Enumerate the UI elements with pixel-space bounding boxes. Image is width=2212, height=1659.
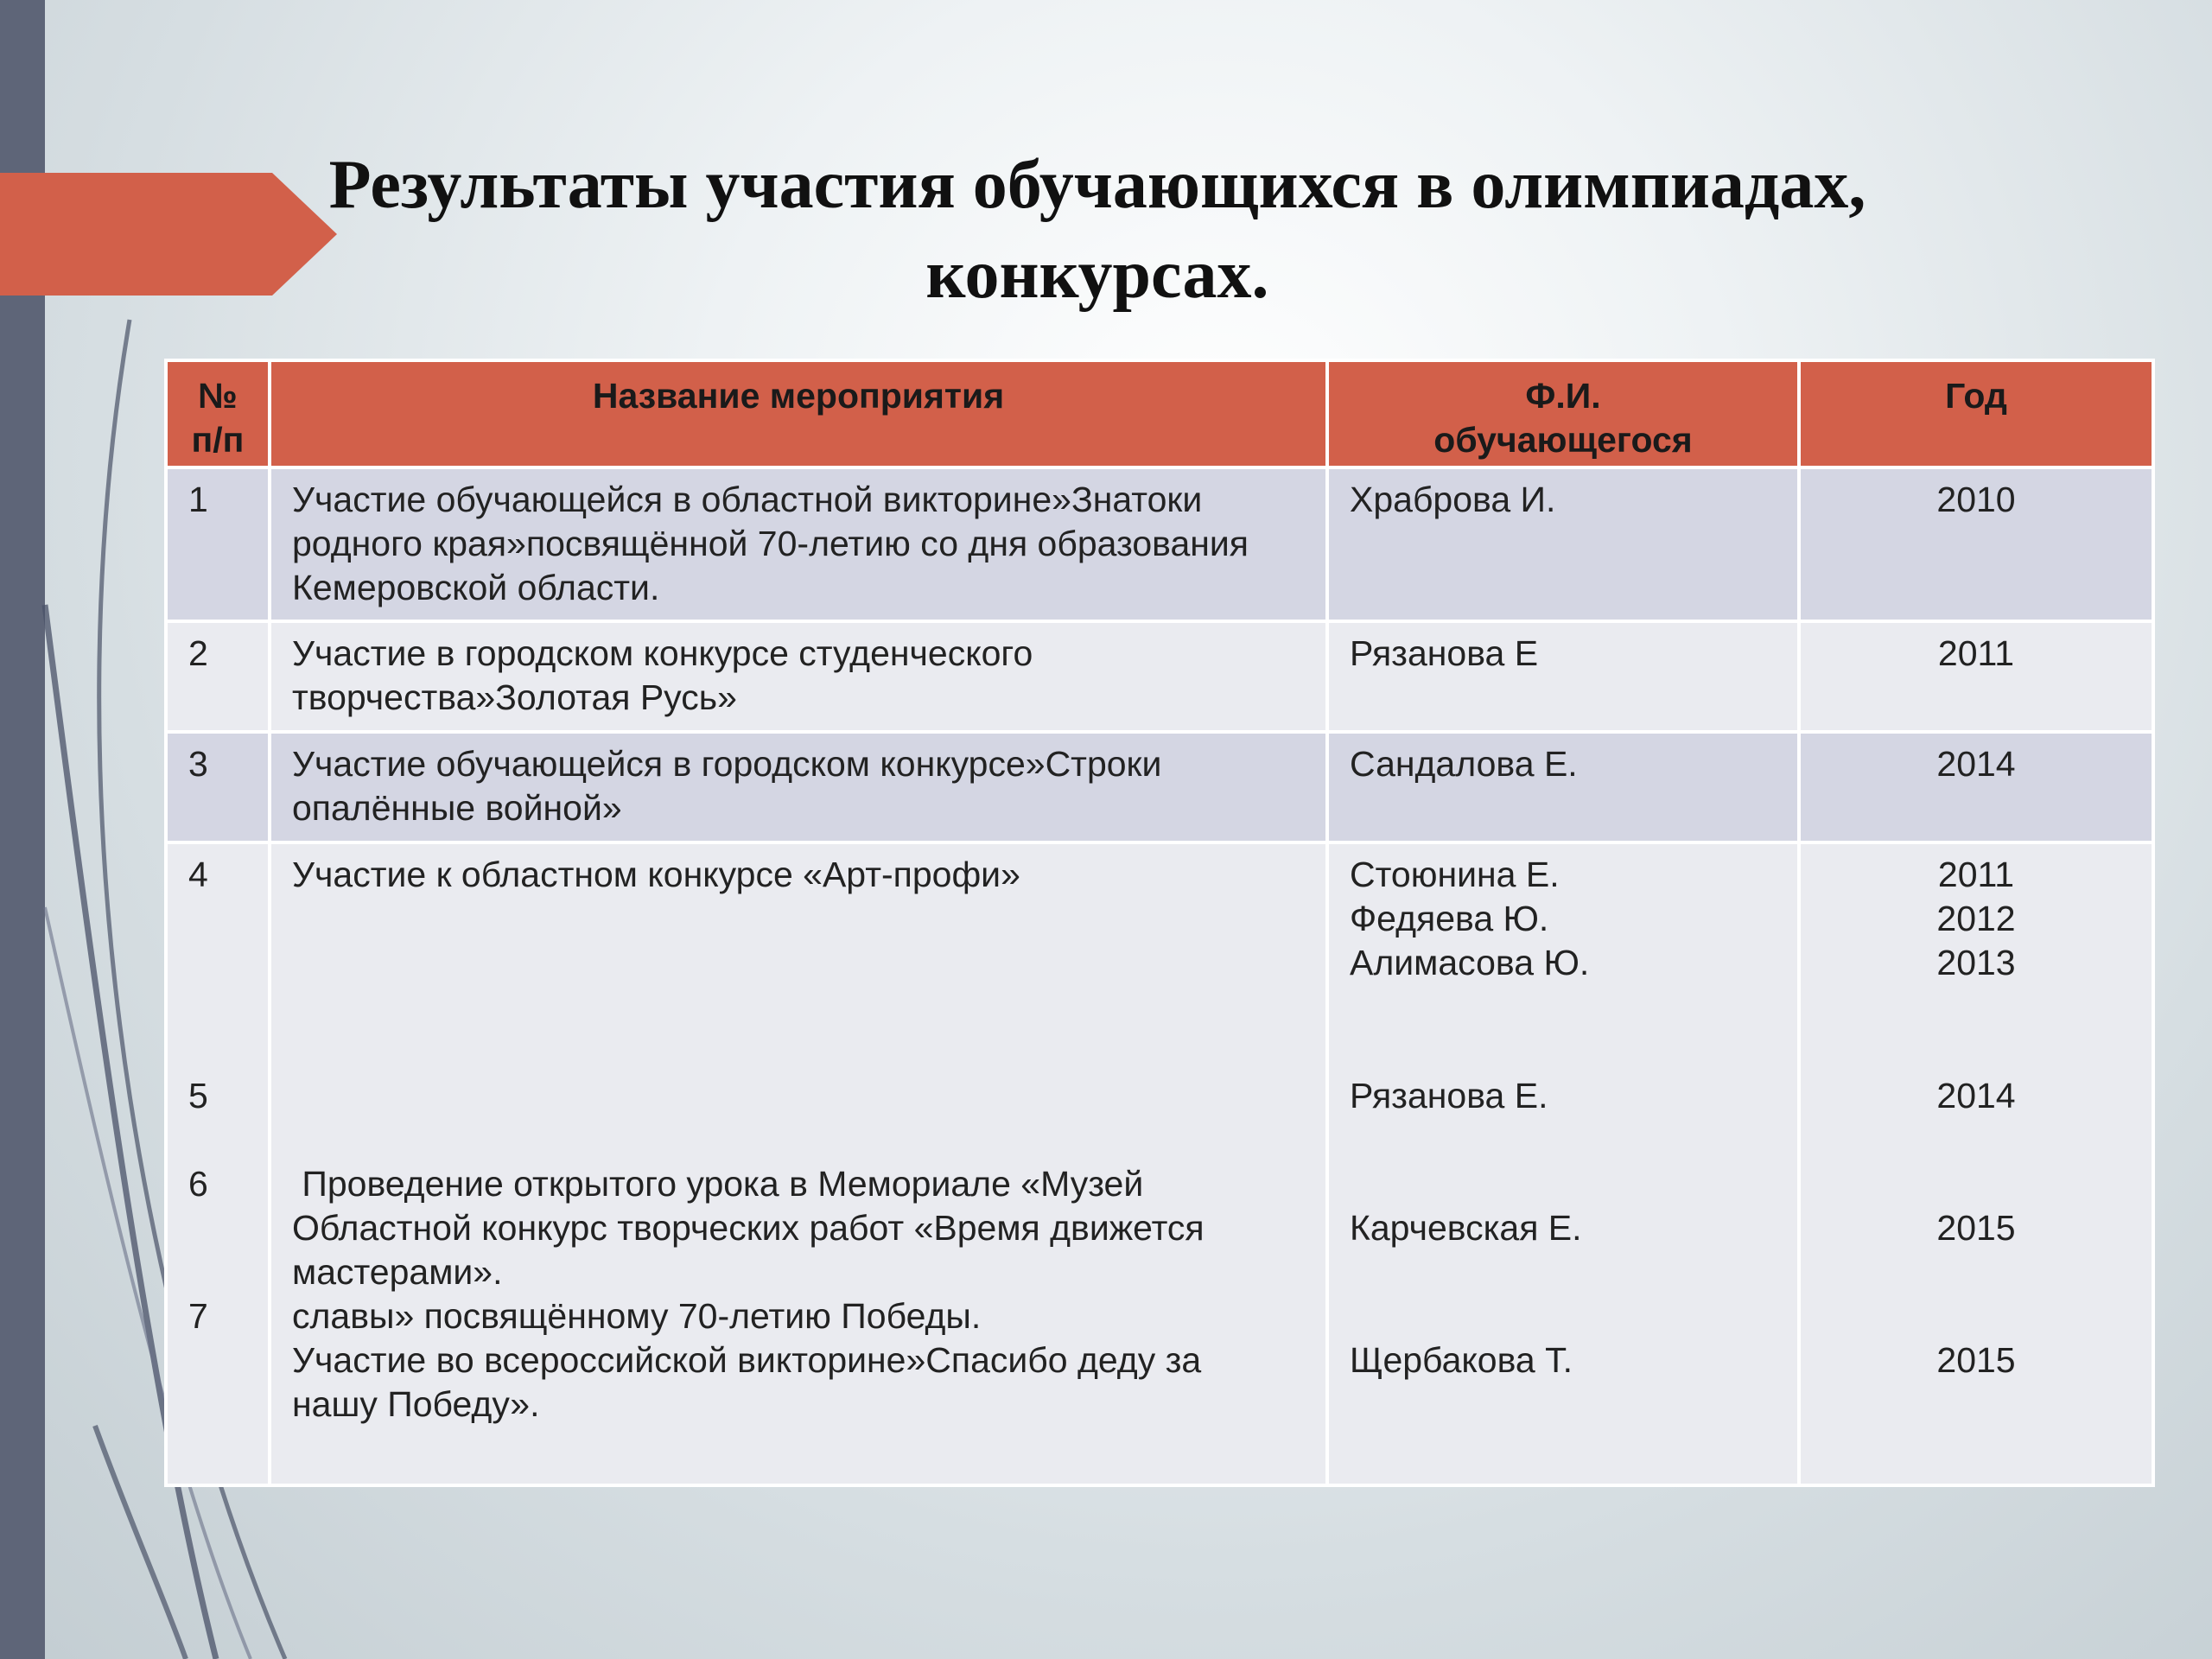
year-value: 2014 bbox=[1936, 1076, 2016, 1116]
row-number: 6 bbox=[188, 1164, 208, 1204]
event-line: Участие обучающейся в областной викторине»Знатоки bbox=[292, 480, 1203, 519]
header-event: Название мероприятия bbox=[270, 360, 1327, 467]
event-line: славы» посвящённому 70-летию Победы. bbox=[292, 1296, 982, 1336]
event-line: творчества»Золотая Русь» bbox=[292, 677, 737, 717]
results-table bbox=[164, 359, 2155, 1487]
table-header-row bbox=[166, 360, 2153, 467]
row-number: 1 bbox=[166, 467, 270, 621]
row-student: Храброва И. bbox=[1327, 467, 1799, 621]
slide-title bbox=[251, 140, 1944, 320]
year-value: 2013 bbox=[1936, 943, 2016, 982]
row-student: Сандалова Е. bbox=[1327, 732, 1799, 842]
header-number bbox=[166, 360, 270, 467]
event-line: Участие к областном конкурсе «Арт-профи» bbox=[292, 855, 1020, 894]
header-number-line-1: № bbox=[198, 376, 238, 416]
row-student: Рязанова Е bbox=[1327, 621, 1799, 732]
table-row bbox=[166, 732, 2153, 842]
row-number: 7 bbox=[188, 1296, 208, 1336]
table-row bbox=[166, 621, 2153, 732]
header-number-line-2: п/п bbox=[191, 420, 245, 460]
table-row bbox=[166, 467, 2153, 621]
row-event bbox=[270, 732, 1327, 842]
event-block bbox=[292, 1206, 1205, 1294]
student-name: Рязанова Е. bbox=[1350, 1076, 1548, 1116]
year-value: 2011 bbox=[1937, 855, 2015, 894]
row-number: 5 bbox=[188, 1076, 208, 1116]
year-value: 2015 bbox=[1936, 1208, 2016, 1248]
year-value: 2015 bbox=[1936, 1340, 2016, 1380]
row-year: 2010 bbox=[1799, 467, 2153, 621]
row-year: 2014 bbox=[1799, 732, 2153, 842]
table-row-combined bbox=[166, 842, 2153, 1485]
event-line: нашу Победу». bbox=[292, 1384, 540, 1424]
student-name: Щербакова Т. bbox=[1350, 1340, 1573, 1380]
row-number: 2 bbox=[166, 621, 270, 732]
student-name: Карчевская Е. bbox=[1350, 1208, 1582, 1248]
year-value: 2012 bbox=[1936, 899, 2016, 938]
event-line: опалённые войной» bbox=[292, 788, 622, 828]
row-number: 3 bbox=[166, 732, 270, 842]
header-student-line-1: Ф.И. bbox=[1525, 376, 1601, 416]
event-line: мастерами». bbox=[292, 1252, 503, 1292]
event-line: Участие во всероссийской викторине»Спасибо деду за bbox=[292, 1340, 1202, 1380]
row-event bbox=[270, 621, 1327, 732]
slide-title-line-2: конкурсах. bbox=[925, 237, 1269, 313]
header-student bbox=[1327, 360, 1799, 467]
combined-students bbox=[1327, 842, 1799, 1485]
row-event bbox=[270, 467, 1327, 621]
header-year: Год bbox=[1799, 360, 2153, 467]
event-line: Участие в городском конкурсе студенческого bbox=[292, 633, 1033, 673]
event-line: родного края»посвящённой 70-летию со дня образования bbox=[292, 524, 1249, 563]
student-name: Алимасова Ю. bbox=[1350, 943, 1590, 982]
header-student-line-2: обучающегося bbox=[1433, 420, 1693, 460]
event-line: Участие обучающейся в городском конкурсе»Строки bbox=[292, 744, 1162, 784]
slide-title-line-1: Результаты участия обучающихся в олимпиадах, bbox=[328, 147, 1866, 223]
student-name: Стоюнина Е. bbox=[1350, 855, 1560, 894]
combined-events bbox=[270, 842, 1327, 1485]
combined-years bbox=[1799, 842, 2153, 1485]
student-name: Федяева Ю. bbox=[1350, 899, 1549, 938]
event-line: Областной конкурс творческих работ «Время движется bbox=[292, 1208, 1205, 1248]
event-block bbox=[292, 853, 1020, 897]
event-line: Проведение открытого урока в Мемориале «Музей bbox=[292, 1164, 1144, 1204]
row-number: 4 bbox=[188, 855, 208, 894]
row-year: 2011 bbox=[1799, 621, 2153, 732]
event-line: Кемеровской области. bbox=[292, 568, 660, 607]
event-block bbox=[292, 1338, 1201, 1427]
combined-numbers bbox=[166, 842, 270, 1485]
